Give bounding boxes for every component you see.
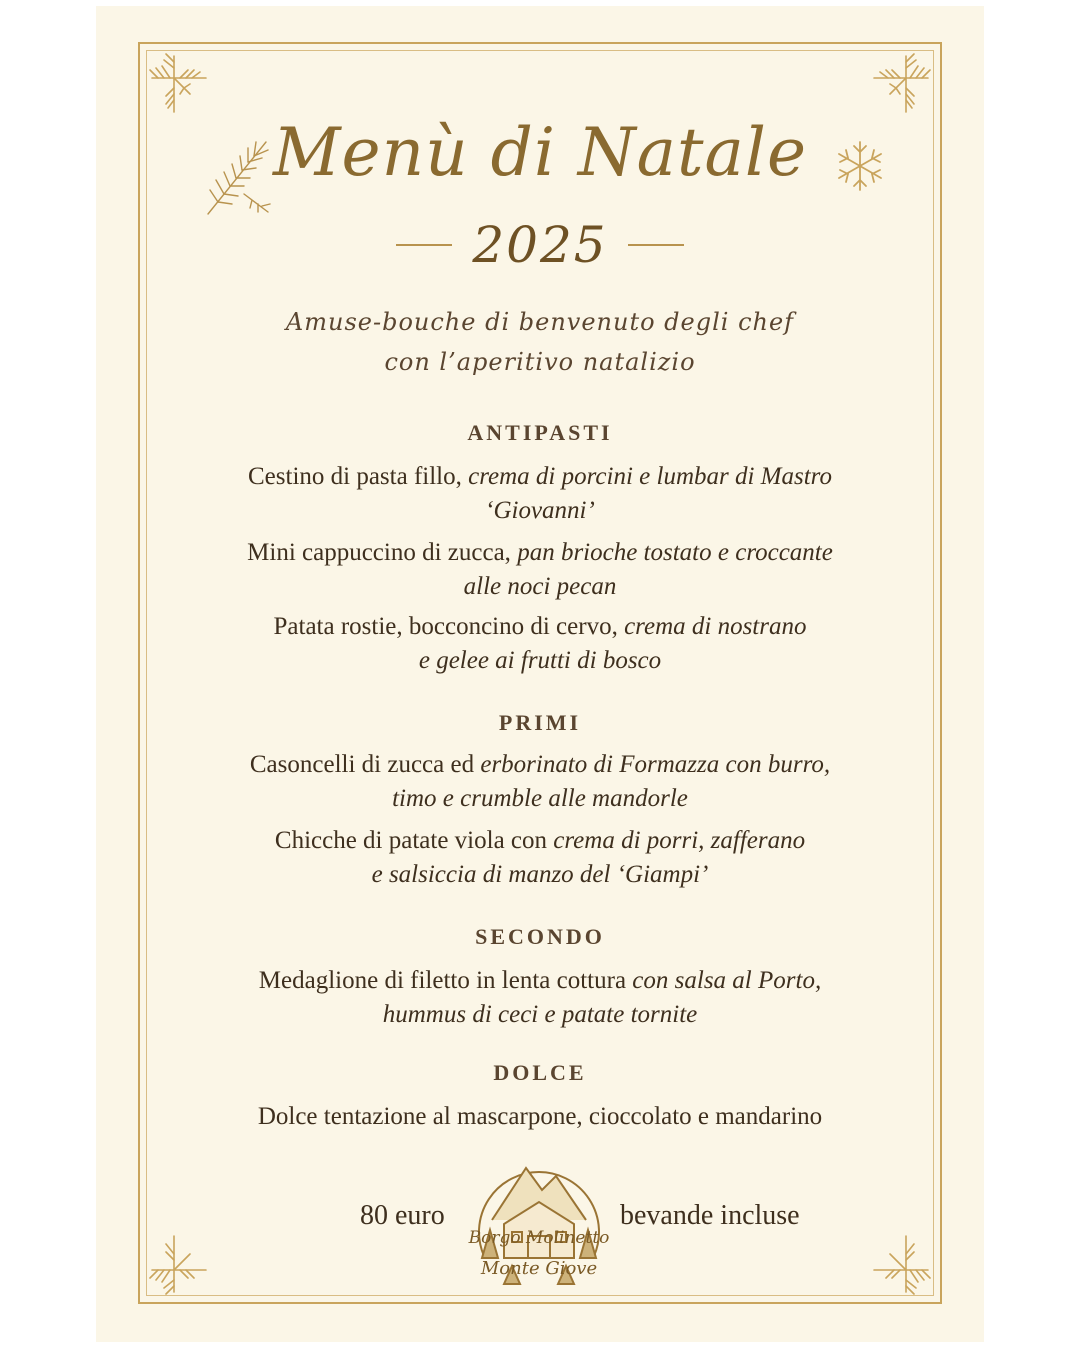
intro-line-1: Amuse-bouche di benvenuto degli chef	[285, 308, 795, 336]
price-label: 80 euro	[360, 1200, 445, 1231]
dish-name: Medaglione di filetto in lenta cottura	[258, 967, 633, 994]
dish-name: Cestino di pasta fillo,	[248, 463, 469, 490]
intro-text	[96, 302, 984, 382]
dish-description: hummus di ceci e patate tornite	[382, 1001, 698, 1028]
dish-description: timo e crumble alle mandorle	[392, 785, 688, 812]
dish-description: crema di nostrano	[624, 613, 807, 640]
dish-item	[96, 824, 984, 892]
menu-title: Menù di Natale	[272, 114, 808, 191]
dish-description: crema di porri, zafferano	[553, 827, 806, 854]
menu-card	[96, 6, 984, 1342]
year-row	[96, 216, 984, 274]
dish-description: crema di porcini e lumbar di Mastro	[468, 463, 832, 490]
dish-name: Mini cappuccino di zucca,	[247, 539, 518, 566]
dish-description: e gelee ai frutti di bosco	[418, 647, 662, 674]
dish-description: e salsiccia di manzo del ‘Giampi’	[371, 861, 709, 888]
dish-description: ‘Giovanni’	[485, 497, 595, 524]
logo-name: Borgo Molinetto	[468, 1228, 610, 1248]
drinks-note: bevande incluse	[620, 1200, 800, 1231]
dish-item	[96, 964, 984, 1032]
dish-description: con salsa al Porto,	[632, 967, 822, 994]
section-heading-antipasti: ANTIPASTI	[467, 420, 613, 445]
dish-name: Dolce tentazione al mascarpone, cioccolato e mandarino	[257, 1103, 823, 1130]
year-divider-left	[396, 244, 452, 246]
dish-description: alle noci pecan	[463, 573, 617, 600]
section-heading-dolce: DOLCE	[493, 1060, 587, 1085]
section-heading-secondo: SECONDO	[475, 924, 605, 949]
section-heading-primi: PRIMI	[498, 710, 582, 735]
year-divider-right	[628, 244, 684, 246]
corner-branch-icon	[844, 1208, 936, 1300]
menu-year: 2025	[472, 216, 608, 274]
dish-item	[96, 748, 984, 816]
dish-name: Casoncelli di zucca ed	[249, 751, 481, 778]
dish-description: erborinato di Formazza con burro,	[480, 751, 831, 778]
intro-line-2: con l’aperitivo natalizio	[384, 348, 696, 376]
corner-branch-icon	[144, 1208, 236, 1300]
dish-description: pan brioche tostato e croccante	[517, 539, 833, 566]
dish-item	[96, 536, 984, 604]
dish-name: Patata rostie, bocconcino di cervo,	[273, 613, 625, 640]
dish-item	[96, 460, 984, 528]
logo-location: Monte Giove	[480, 1258, 598, 1279]
dish-item	[96, 610, 984, 678]
dish-name: Chicche di patate viola con	[274, 827, 554, 854]
dish-item	[96, 1100, 984, 1134]
